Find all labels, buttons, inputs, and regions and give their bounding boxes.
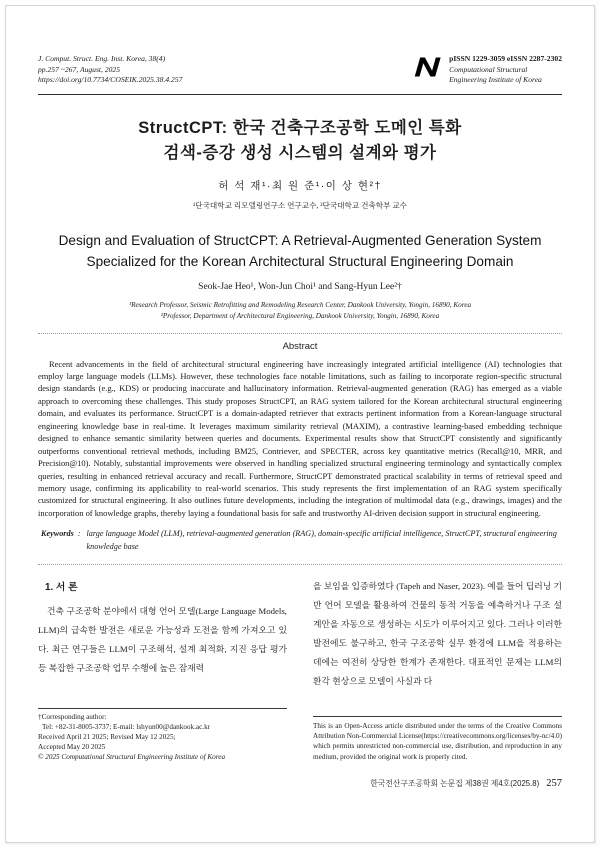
section-heading-introduction: 1. 서 론 [45,581,78,593]
body-column-left [38,574,287,762]
affiliation-english-2: ²Professor, Department of Architectural Engineering, Dankook University, Yongin, 16890, Korea [160,311,440,320]
body-column-right [313,574,562,762]
keywords-text: large language Model (LLM), retrieval-augmented generation (RAG), domain-specific artificial intelligence, StructCPT, structural engineering knowledge base [86,529,557,551]
authors-korean: 허 석 재¹·최 원 준¹·이 상 현²† [218,179,382,192]
institute-name-line1: Computational Structural [449,64,528,74]
title-korean-line2: 검색-증강 생성 시스템의 설계와 평가 [163,143,437,162]
body-columns [38,574,562,762]
footnote-accepted: Accepted May 20 2025 [38,742,106,751]
journal-doi: https://doi.org/10.7734/COSEIK.2025.38.4.257 [38,75,183,84]
publisher-block [412,54,562,86]
issn-institute-block [449,54,562,86]
abstract-top-rule [38,333,562,334]
institute-name-line2: Engineering Institute of Korea [449,75,542,84]
keywords-block [38,528,562,552]
journal-citation-block [38,54,182,86]
journal-pages-date: pp.257 ~267, August, 2025 [38,64,121,74]
footer-journal-issue: 한국전산구조공학회 논문집 제38권 제4호(2025.8) [370,778,540,788]
title-korean-line1: StructCPT: 한국 건축구조공학 도메인 특화 [138,118,462,137]
page-footer [38,778,562,789]
affiliation-english-1: ¹Research Professor, Seismic Retrofitting and Remodeling Research Center, Dankook University, Yongin, 16890, Korea [128,300,472,309]
paper-page [5,5,595,843]
abstract-heading: Abstract [282,340,318,352]
footnote-tel-email: Tel: +82-31-8005-3737; E-mail: lshyun00@dankook.ac.kr [42,722,211,731]
title-english: Design and Evaluation of StructCPT: A Retrieval-Augmented Generation System Specialized for the Korean Architectural Structural Engineering Domain [58,232,542,269]
corresponding-author-footnote [38,708,287,762]
authors-english: Seok-Jae Heo¹, Won-Jun Choi¹ and Sang-Hyun Lee²† [198,281,402,292]
footnote-received-revised: Received April 21 2025; Revised May 12 2025; [38,732,176,741]
open-access-notice: This is an Open-Access article distributed under the terms of the Creative Commons Attribution Non-Commercial License(https://creativecommons.org/licenses/by-nc/4.0) which permits unrestricted non-commercial use, distribution, and reproduction in any medium, provided the original work is properly cited. [313,716,562,762]
intro-paragraph-left: 건축 구조공학 분야에서 대형 언어 모델(Large Language Models, LLM)의 급속한 발전은 새로운 가능성과 도전을 함께 가져오고 있다. 최근 연구들은 LLM이 구조해석, 설계 최적화, 지진 응답 평가 등 복잡한 구조공학 업무 수행에 높은 잠재력 [38,605,287,673]
affiliation-korean: ¹단국대학교 리모델링연구소 연구교수, ²단국대학교 건축학부 교수 [192,200,407,210]
footer-page-number: 257 [546,777,562,789]
journal-name: J. Comput. Struct. Eng. Inst. Korea, 38(4) [38,54,166,63]
intro-paragraph-right: 을 보임을 입증하였다 (Tapeh and Naser, 2023). 예를 들어 딥러닝 기반 언어 모델을 활용하여 건물의 동적 거동을 예측하거나 구조 설계안을 자동으로 생성하는 시도가 이루어지고 있다. 그러나 이러한 발전에도 불구하고, 한국 구조공학 실무 환경에 LLM을 적용하는 데에는 여전히 상당한 한계가 존재한다. 대표적인 문제는 LLM의 환각 현상으로 모델이 사실과 다 [313,580,562,686]
body-top-rule [38,564,562,565]
abstract-text: Recent advancements in the field of architectural structural engineering have increasingly integrated artificial intelligence (AI) technologies that employ large language models (LLMs). However, these technologies face notable limitations, such as failing to incorporate region-specific structural design standards (e.g., KDS) or producing inaccurate and hallucinatory information. Retrieval-augmented generation (RAG) has emerged as a viable approach to overcoming these challenges. This study proposes StructCPT, an RAG system tailored for the Korean architectural structural engineering domain, and evaluates its performance. StructCPT is a domain-adapted retriever that extracts pertinent information from a Korean-language structural engineering knowledge base in real-time. It leverages maximum similarity retrieval (MAXIM), a contrastive learning-based embedding technique designed to enhance semantic similarity between queries and documents. Experimental results show that StructCPT consistently and significantly outperforms conventional retrieval methods, including BM25, Contriever, and SPECTER, across key quantitative metrics (Recall@10, MRR, and Precision@10). Notably, substantial improvements were observed in handling specialized structural engineering terminology and syntactically complex queries, resulting in enhanced retrieval accuracy and recall. Furthermore, StructCPT demonstrated practical scalability in terms of retrieval speed and memory usage, confirming its applicability to real-world scenarios. This study represents the first implementation of an RAG system specifically customized for structural engineering. It also outlines future developments, including the integration of multimodal data (e.g., drawings, images) and the incorporation of knowledge graphs, thereby laying a foundational basis for safe and trustworthy AI-driven decision support in structural engineering. [38,358,562,518]
keywords-label: Keywords [41,529,74,539]
title-korean [38,116,562,166]
footnote-corresponding: †Corresponding author: [38,712,107,721]
keywords-separator: : [77,529,81,539]
affiliations-english [38,300,562,322]
header-rule [38,94,562,95]
footnote-copyright: © 2025 Computational Structural Engineering Institute of Korea [38,752,226,761]
coseik-logo-icon [412,56,442,78]
page-header [38,54,562,86]
issn-line: pISSN 1229-3059 eISSN 2287-2302 [449,54,562,63]
